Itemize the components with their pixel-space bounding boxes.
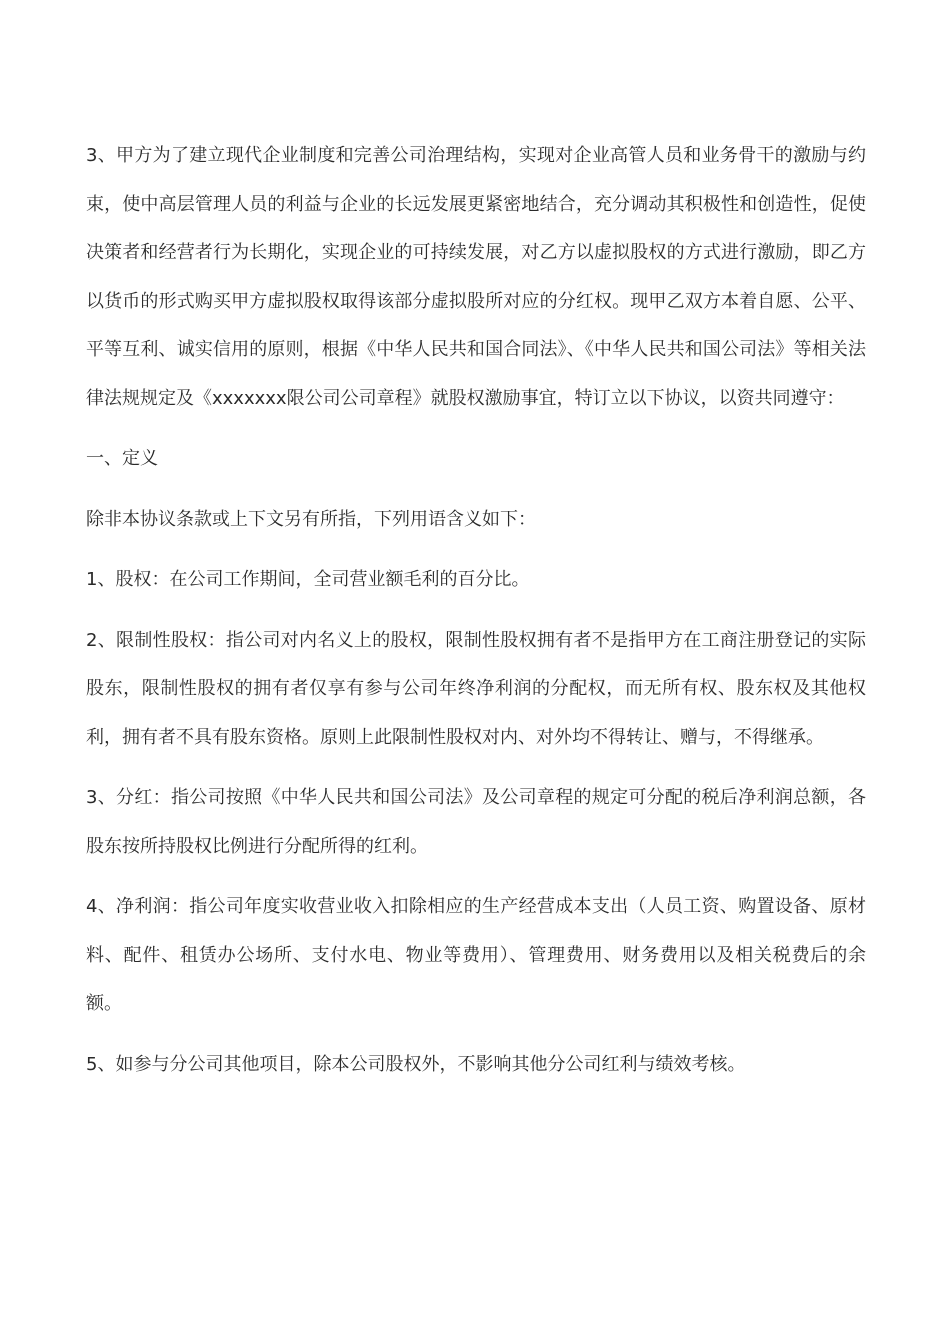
paragraph-intro: 3、甲方为了建立现代企业制度和完善公司治理结构，实现对企业高管人员和业务骨干的激励与约束，使中高层管理人员的利益与企业的长远发展更紧密地结合，充分调动其积极性和创造性，促使决策者和经营者行为长期化，实现企业的可持续发展，对乙方以虚拟股权的方式进行激励，即乙方以货币的形式购买甲方虚拟股权取得该部分虚拟股所对应的分红权。现甲乙双方本着自愿、公平、平等互利、诚实信用的原则，根据《中华人民共和国合同法》、《中华人民共和国公司法》等相关法律法规规定及《xxxxxxx限公司公司章程》就股权激励事宜，特订立以下协议，以资共同遵守：	[86, 145, 866, 409]
definition-equity: 1、股权：在公司工作期间，全司营业额毛利的百分比。	[86, 569, 530, 590]
definition-restricted-equity: 2、限制性股权：指公司对内名义上的股权，限制性股权拥有者不是指甲方在工商注册登记的实际股东，限制性股权的拥有者仅享有参与公司年终净利润的分配权，而无所有权、股东权及其他权利，拥有者不具有股东资格。原则上此限制性股权对内、对外均不得转让、赠与，不得继承。	[86, 629, 866, 748]
definition-dividend: 3、分红：指公司按照《中华人民共和国公司法》及公司章程的规定可分配的税后净利润总额，各股东按所持股权比例进行分配所得的红利。	[86, 787, 866, 857]
document-body	[86, 132, 866, 1089]
paragraph-definitions-lead: 除非本协议条款或上下文另有所指，下列用语含义如下：	[86, 508, 536, 530]
clause-other-projects: 5、如参与分公司其他项目，除本公司股权外，不影响其他分公司红利与绩效考核。	[86, 1053, 746, 1075]
definition-net-profit: 4、净利润：指公司年度实收营业收入扣除相应的生产经营成本支出（人员工资、购置设备、原材料、配件、租赁办公场所、支付水电、物业等费用）、管理费用、财务费用以及相关税费后的余额。	[86, 896, 866, 1014]
section-heading-definitions: 一、定义	[86, 448, 158, 469]
